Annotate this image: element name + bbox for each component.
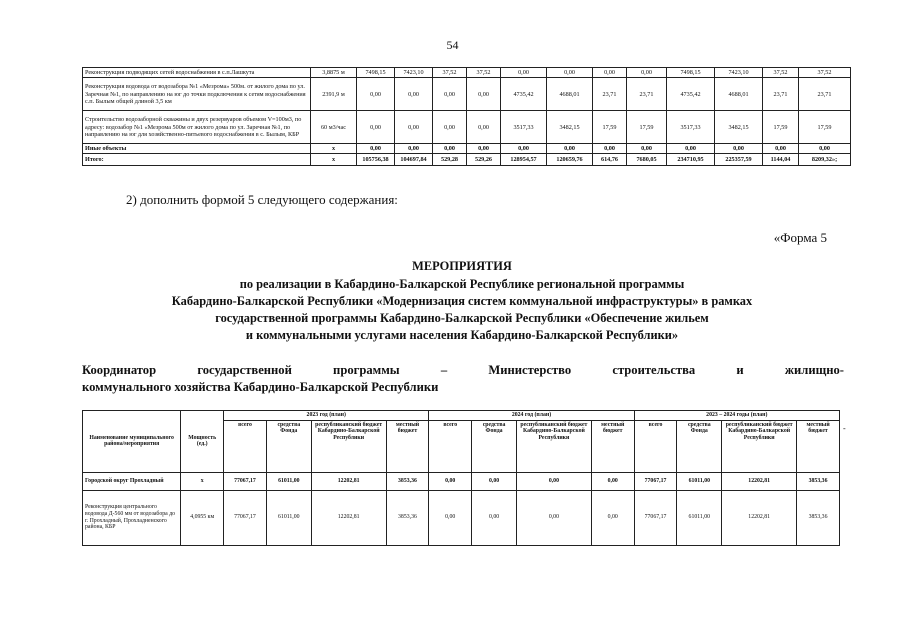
table-cell: 2391,9 м	[311, 78, 357, 111]
table-cell: 4,0955 км	[181, 490, 224, 545]
table-cell: 0,00	[467, 144, 501, 154]
table-cell: 77067,17	[634, 490, 677, 545]
table-row	[83, 111, 851, 144]
table-cell: 0,00	[357, 144, 395, 154]
table-cell: 61011,00	[677, 472, 722, 490]
header-capacity: Мощность (ед.)	[181, 411, 224, 473]
table-cell: 23,71	[799, 78, 851, 111]
table-cell: 0,00	[429, 472, 472, 490]
table-cell: 3853,36	[386, 472, 429, 490]
document-title: МЕРОПРИЯТИЯ	[412, 259, 512, 273]
table-cell: 7498,15	[667, 68, 715, 78]
continuation-table	[82, 67, 851, 166]
table-cell: 17,59	[593, 111, 627, 144]
table-cell: 61011,00	[266, 490, 311, 545]
table-cell: 0,00	[501, 68, 547, 78]
table-cell: 529,26	[467, 154, 501, 166]
table-cell: 0,00	[357, 78, 395, 111]
table-cell: 3482,15	[715, 111, 763, 144]
table-cell: 0,00	[667, 144, 715, 154]
header-name: Наименование муниципального района/мероприятия	[83, 411, 181, 473]
row-name-cell: Строительство водозаборной скважины и двух резервуаров объемом V=100м3, по адресу: водозабор №1 «Мезрома 500м от жилого дома по ул. Заречная №1, по направлению на юг для хозяйственно-питьевого водоснабжения в с. Былым, КБР	[83, 111, 311, 144]
table-cell: 0,00	[395, 78, 433, 111]
table-cell: 0,00	[627, 68, 667, 78]
table-cell: 0,00	[591, 490, 634, 545]
table-cell: 77067,17	[224, 472, 267, 490]
table-cell: 37,52	[467, 68, 501, 78]
table-cell: 17,59	[763, 111, 799, 144]
table-cell: 23,71	[593, 78, 627, 111]
table-cell: 17,59	[799, 111, 851, 144]
table-cell: 0,00	[429, 490, 472, 545]
table-row	[83, 154, 851, 166]
table-cell: 0,00	[593, 144, 627, 154]
table-cell: 0,00	[501, 144, 547, 154]
table-cell: 0,00	[467, 78, 501, 111]
table-cell: 61011,00	[266, 472, 311, 490]
table-cell: 3853,36	[797, 472, 840, 490]
table-cell: 8209,32»;	[799, 154, 851, 166]
table-cell: 3482,15	[547, 111, 593, 144]
table-cell: 1144,04	[763, 154, 799, 166]
table-cell: 0,00	[517, 490, 592, 545]
subheader-local-budget: местный бюджет	[386, 420, 429, 472]
table-cell: 0,00	[799, 144, 851, 154]
table-row	[83, 490, 840, 545]
table-row	[83, 144, 851, 154]
table-cell: 128954,57	[501, 154, 547, 166]
table-cell: 3517,33	[667, 111, 715, 144]
table-cell: 23,71	[627, 78, 667, 111]
amendment-paragraph: 2) дополнить формой 5 следующего содержания:	[126, 192, 398, 207]
table-row	[83, 472, 840, 490]
table-cell: х	[311, 144, 357, 154]
table-cell: 0,00	[433, 78, 467, 111]
table-cell: 0,00	[467, 111, 501, 144]
table-cell: 7680,05	[627, 154, 667, 166]
coordinator-line-2: коммунального хозяйства Кабардино-Балкарской Республики	[82, 380, 439, 394]
table-cell: 4735,42	[667, 78, 715, 111]
table-cell: 4688,01	[715, 78, 763, 111]
subheader-republic-budget: республиканский бюджет Кабардино-Балкарской Республики	[517, 420, 592, 472]
table-cell: 37,52	[799, 68, 851, 78]
row-name-cell: Реконструкция водовода от водозабора №1 «Мезрома» 500м. от жилого дома по ул. Заречная №1, по направлению на юг до точки подключения к сетям водоснабжения с.п. Былым общей длиной 3,5 км	[83, 78, 311, 111]
table-cell: 120659,76	[547, 154, 593, 166]
subheader-republic-budget: республиканский бюджет Кабардино-Балкарской Республики	[311, 420, 386, 472]
table-cell: 61011,00	[677, 490, 722, 545]
table-cell: 77067,17	[224, 490, 267, 545]
subheader-local-budget: местный бюджет	[797, 420, 840, 472]
row-name-cell: Реконструкция подводящих сетей водоснабжения в с.п.Лашкута	[83, 68, 311, 78]
subheader-total: всего	[224, 420, 267, 472]
table-cell: 4688,01	[547, 78, 593, 111]
table-cell: 0,00	[547, 68, 593, 78]
table-cell: 7498,15	[357, 68, 395, 78]
table-cell: 104697,84	[395, 154, 433, 166]
title-line-4: и коммунальными услугами населения Кабардино-Балкарской Республики»	[245, 328, 679, 342]
table-cell: 17,59	[627, 111, 667, 144]
row-name-cell: Итого:	[83, 154, 311, 166]
table-cell: 0,00	[472, 472, 517, 490]
subheader-local-budget: местный бюджет	[591, 420, 634, 472]
subheader-fund: средства Фонда	[266, 420, 311, 472]
subheader-republic-budget: республиканский бюджет Кабардино-Балкарской Республики	[722, 420, 797, 472]
title-line-2: Кабардино-Балкарской Республики «Модернизация систем коммунальной инфраструктуры» в рамках	[171, 294, 753, 308]
row-name-cell: Городской округ Прохладный	[83, 472, 181, 490]
header-group-2024: 2024 год (план)	[429, 411, 634, 421]
table-cell: 0,00	[395, 111, 433, 144]
subheader-total: всего	[429, 420, 472, 472]
margin-mark: -	[843, 424, 846, 433]
table-row	[83, 78, 851, 111]
table-cell: 0,00	[433, 144, 467, 154]
subheader-fund: средства Фонда	[677, 420, 722, 472]
coordinator-line-1: Координатор государственной программы – Министерство строительства и жилищно-	[82, 363, 844, 377]
table-cell: 0,00	[715, 144, 763, 154]
table-cell: 60 м3/час	[311, 111, 357, 144]
table-cell: 0,00	[591, 472, 634, 490]
header-group-2023-2024: 2023 – 2024 годы (план)	[634, 411, 839, 421]
title-line-3: государственной программы Кабардино-Балкарской Республики «Обеспечение жильем	[215, 311, 709, 325]
row-name-cell: Реконструкция центрального водовода Д-560 мм от водозабора до г. Прохладный, Прохладненского района, КБР	[83, 490, 181, 545]
table-cell: 0,00	[395, 144, 433, 154]
table-cell: 0,00	[763, 144, 799, 154]
title-line-1: по реализации в Кабардино-Балкарской Республике региональной программы	[239, 277, 685, 291]
table-cell: 12202,81	[311, 490, 386, 545]
table-cell: 234710,95	[667, 154, 715, 166]
subheader-fund: средства Фонда	[472, 420, 517, 472]
table-cell: 23,71	[763, 78, 799, 111]
form-label: «Форма 5	[773, 230, 827, 245]
table-cell: 614,76	[593, 154, 627, 166]
table-cell: х	[311, 154, 357, 166]
table-cell: 3853,36	[386, 490, 429, 545]
table-cell: х	[181, 472, 224, 490]
row-name-cell: Иные объекты	[83, 144, 311, 154]
table-cell: 0,00	[627, 144, 667, 154]
table-cell: 225357,59	[715, 154, 763, 166]
table-cell: 12202,81	[311, 472, 386, 490]
table-cell: 3853,36	[797, 490, 840, 545]
subheader-total: всего	[634, 420, 677, 472]
table-cell: 0,00	[472, 490, 517, 545]
header-group-2023: 2023 год (план)	[224, 411, 429, 421]
table-cell: 529,28	[433, 154, 467, 166]
table-cell: 3,8875 м	[311, 68, 357, 78]
table-cell: 7423,10	[395, 68, 433, 78]
table-cell: 0,00	[593, 68, 627, 78]
table-cell: 12202,81	[722, 472, 797, 490]
table-row	[83, 68, 851, 78]
table-cell: 105756,38	[357, 154, 395, 166]
table-cell: 37,52	[763, 68, 799, 78]
table-cell: 3517,33	[501, 111, 547, 144]
table-cell: 0,00	[433, 111, 467, 144]
table-cell: 7423,10	[715, 68, 763, 78]
page-number: 54	[446, 38, 459, 52]
table-cell: 0,00	[357, 111, 395, 144]
measures-table	[82, 410, 840, 546]
table-cell: 77067,17	[634, 472, 677, 490]
table-cell: 0,00	[547, 144, 593, 154]
table-cell: 12202,81	[722, 490, 797, 545]
table-cell: 4735,42	[501, 78, 547, 111]
table-cell: 0,00	[517, 472, 592, 490]
table-cell: 37,52	[433, 68, 467, 78]
